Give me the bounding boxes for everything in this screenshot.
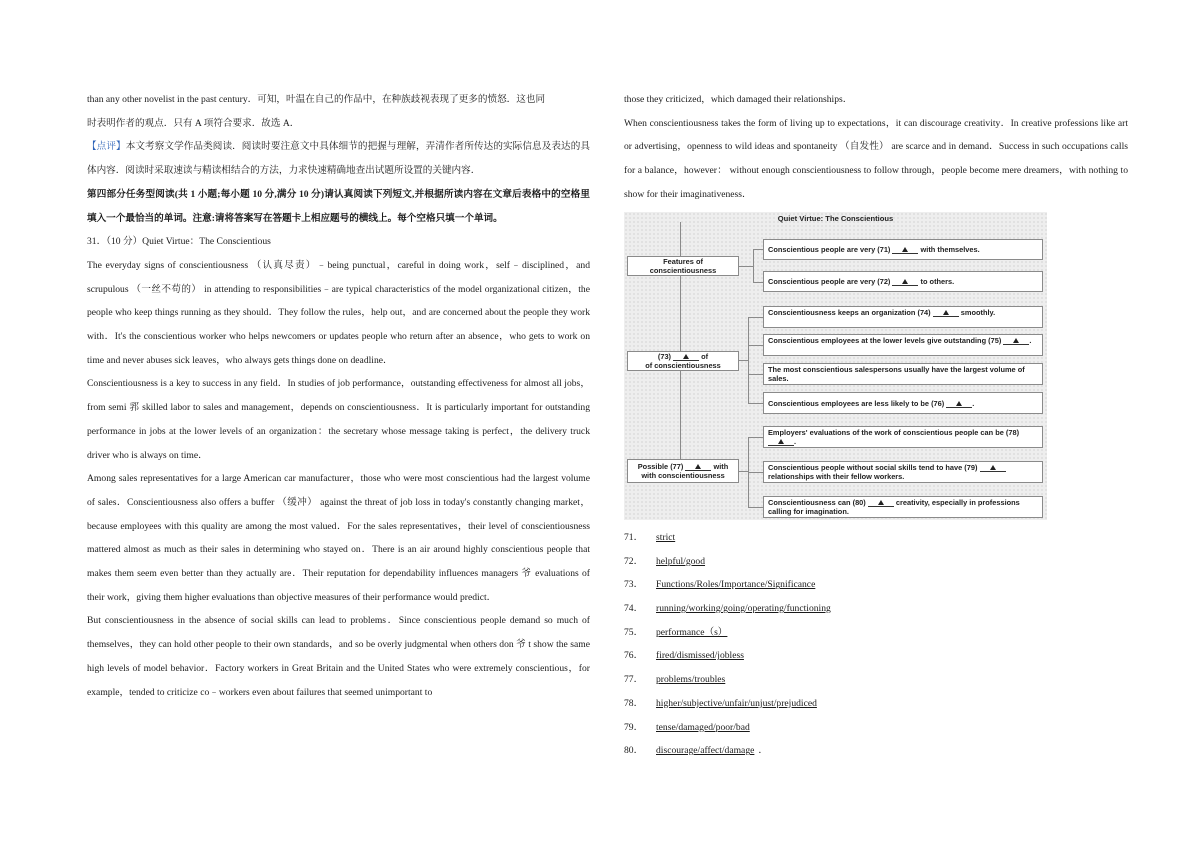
answer-value: discourage/affect/damage bbox=[656, 745, 755, 757]
answer-value: strict bbox=[656, 532, 676, 543]
answer-number: 77． bbox=[624, 674, 644, 686]
detail-72-pre: Conscientious people are very (72) bbox=[768, 277, 891, 286]
triangle-marker-icon bbox=[878, 500, 884, 505]
detail-76-pre: Conscientious employees are less likely to be (76) bbox=[768, 398, 945, 408]
category-importance-line1: (73) of bbox=[657, 352, 709, 361]
answer-row bbox=[624, 526, 1024, 550]
answer-value: helpful/good bbox=[656, 555, 706, 567]
detail-box-80 bbox=[763, 496, 1043, 518]
diagram-connector-line bbox=[753, 282, 763, 283]
triangle-marker-icon bbox=[695, 464, 701, 469]
right-column bbox=[624, 88, 1128, 207]
triangle-marker-icon bbox=[902, 279, 908, 284]
passage-paragraph-6: When conscientiousness takes the form of living up to expectations，it can discourage creativity．In creative professions like art or advertising，openness to wild ideas and spontaneity （自发性） are scarce and in demand．Success in such occupations calls for a balance，however： without enough conscientiousness to follow through，people become mere dreamers，with nothing to show for their imaginativeness． bbox=[624, 117, 1128, 200]
diagram-connector-line bbox=[748, 507, 763, 508]
diagram-connector-line bbox=[748, 317, 749, 403]
detail-76-text bbox=[768, 399, 974, 408]
answer-number: 80． bbox=[624, 745, 644, 757]
diagram-connector-line bbox=[748, 345, 763, 346]
answer-row bbox=[624, 573, 1024, 597]
diagram-connector-line bbox=[748, 472, 763, 473]
answer-value: Functions/Roles/Importance/Significance bbox=[656, 579, 816, 591]
blank-76 bbox=[946, 398, 975, 408]
blank-79 bbox=[980, 463, 1006, 472]
review-tag: 【点评】 bbox=[87, 141, 126, 153]
detail-79-post: relationships with their fellow workers. bbox=[768, 472, 905, 481]
question-title: 31．（10 分）Quiet Virtue：The Conscientious bbox=[87, 236, 271, 248]
detail-box-72 bbox=[763, 271, 1043, 292]
answer-row bbox=[624, 644, 1024, 668]
triangle-marker-icon bbox=[990, 465, 996, 470]
detail-71-post: with themselves. bbox=[920, 245, 980, 254]
passage-paragraph-3: Among sales representatives for a large American car manufacturer，those who were most conscientious had the largest volume of sales．Conscientiousness also offers a buffer （缓冲） against the threat of job loss in today's constantly changing market，because employees with this quality are among the most valued．For the sales representatives，their level of conscientiousness mattered almost as much as their sales in determining who stayed on．There is an air around highly conscientious people that makes them seem even better than they actually are．Their reputation for dependability influences managers 爷 evaluations of their work，giving them higher evaluations than objective measures of their performance would predict． bbox=[87, 473, 590, 603]
detail-box-75 bbox=[763, 334, 1043, 356]
blank-71 bbox=[892, 245, 918, 254]
blank-73 bbox=[673, 352, 699, 361]
detail-72-text bbox=[768, 277, 954, 286]
diagram-title: Quiet Virtue: The Conscientious bbox=[777, 214, 894, 223]
answer-number: 73． bbox=[624, 579, 644, 591]
triangle-marker-icon bbox=[778, 439, 784, 444]
category-features-label: Features of conscientiousness bbox=[649, 257, 717, 275]
review-text: 本文考察文学作品类阅读．阅读时要注意文中具体细节的把握与理解，弄清作者所传达的实际信息及表达的具体内容．阅读时采取速读与精读相结合的方法，力求快速精确地查出试题所设置的关键内容． bbox=[87, 141, 591, 177]
answer-row bbox=[624, 692, 1024, 716]
passage-paragraph-5: those they criticized，which damaged their relationships． bbox=[624, 94, 853, 105]
detail-80-post: creativity, especially in professions calling for imagination. bbox=[768, 498, 1020, 516]
blank-75 bbox=[1003, 336, 1032, 345]
blank-78 bbox=[768, 437, 797, 446]
answer-row bbox=[624, 621, 1024, 645]
answer-row bbox=[624, 739, 1024, 763]
explanation-line-1: than any other novelist in the past century．可知，叶温在自己的作品中，在种族歧视表现了更多的愤怒．这也同 bbox=[87, 94, 546, 105]
triangle-marker-icon bbox=[956, 401, 962, 406]
triangle-marker-icon bbox=[1013, 338, 1019, 343]
diagram-connector-line bbox=[753, 249, 754, 283]
detail-74-post: smoothly. bbox=[960, 308, 996, 317]
answer-row bbox=[624, 550, 1024, 574]
detail-box-sales bbox=[763, 363, 1043, 385]
left-column bbox=[87, 88, 590, 704]
detail-75-pre: Conscientious employees at the lower levels give outstanding (75) bbox=[768, 336, 1002, 345]
detail-75-post: . bbox=[1029, 336, 1032, 345]
triangle-marker-icon bbox=[943, 310, 949, 315]
answer-number: 78． bbox=[624, 697, 644, 709]
diagram-connector-line bbox=[739, 360, 748, 361]
passage-paragraph-1: The everyday signs of conscientiousness （认真尽责）﹣being punctual，careful in doing work，self﹣disciplined，and scrupulous （一丝不苟的） in attending to responsibilities﹣are typical characteristics of the model organizational citizen，the people who keep things running as they should．They follow the rules，help out，and are concerned about the people they work with．It's the conscientious worker who helps newcomers or updates people who return after an absence，who gets to work on time and never abuses sick leaves，who always gets things done on deadline． bbox=[87, 259, 590, 366]
answer-list bbox=[624, 526, 1024, 763]
detail-71-text bbox=[768, 245, 980, 254]
category-importance-line2: of conscientiousness bbox=[645, 361, 721, 370]
answer-number: 76． bbox=[624, 650, 644, 662]
section-heading: 第四部分任务型阅读(共 1 小题;每小题 10 分,满分 10 分)请认真阅读下列短文,并根据所读内容在文章后表格中的空格里填入一个最恰当的单词。注意:请将答案写在答题卡上相应题号的横线上。每个空格只填一个单词。 bbox=[87, 188, 590, 224]
category-problems-line2: with conscientiousness bbox=[641, 471, 725, 480]
answer-suffix: ． bbox=[758, 745, 768, 757]
review-note bbox=[87, 135, 590, 182]
detail-80-pre: Conscientiousness can (80) bbox=[768, 498, 866, 507]
category-importance bbox=[627, 351, 739, 371]
summary-diagram bbox=[624, 212, 1047, 520]
answer-row bbox=[624, 597, 1024, 621]
blank-77-number: Possible (77) bbox=[637, 462, 684, 471]
category-features bbox=[627, 256, 739, 276]
detail-sales-text: The most conscientious salespersons usually have the largest volume of sales. bbox=[768, 365, 1025, 383]
detail-71-pre: Conscientious people are very (71) bbox=[768, 245, 891, 254]
detail-78-pre: Employers' evaluations of the work of conscientious people can be (78) bbox=[768, 428, 1020, 437]
category-problems bbox=[627, 459, 739, 483]
answer-row bbox=[624, 716, 1024, 740]
detail-box-79 bbox=[763, 461, 1043, 483]
detail-box-74 bbox=[763, 306, 1043, 328]
answer-row bbox=[624, 668, 1024, 692]
diagram-connector-line bbox=[748, 374, 763, 375]
detail-74-pre: Conscientiousness keeps an organization (74) bbox=[768, 308, 931, 317]
category-problems-line1: Possible (77) with bbox=[637, 462, 729, 471]
answer-number: 75． bbox=[624, 626, 644, 638]
diagram-connector-line bbox=[748, 317, 763, 318]
detail-72-post: to others. bbox=[920, 277, 955, 286]
blank-77 bbox=[685, 462, 711, 471]
diagram-connector-line bbox=[748, 437, 763, 438]
explanation-line-2: 时表明作者的观点．只有 A 项符合要求．故选 A． bbox=[87, 117, 300, 129]
passage-paragraph-2: Conscientiousness is a key to success in any field．In studies of job performance，outstanding effectiveness for almost all jobs，from semi 郛 skilled labor to sales and management，depends on conscientiousness．It is particularly important for outstanding performance in jobs at the lower levels of an organization：the secretary whose message taking is perfect，the delivery truck driver who is always on time． bbox=[87, 378, 590, 461]
detail-78-post: . bbox=[794, 437, 797, 446]
diagram-connector-line bbox=[739, 471, 748, 472]
answer-value: performance（s） bbox=[656, 626, 728, 638]
detail-box-78 bbox=[763, 426, 1043, 448]
triangle-marker-icon bbox=[902, 247, 908, 252]
answer-value: tense/damaged/poor/bad bbox=[656, 721, 750, 733]
passage-paragraph-4: But conscientiousness in the absence of social skills can lead to problems．Since conscientious people demand so much of themselves，they can hold other people to their own standards，and so be overly judgmental when others don 爷 t show the same high levels of model behavior．Factory workers in Great Britain and the United States who were extremely conscientious，for example，tended to criticize co﹣workers even about failures that seemed unimportant to bbox=[87, 615, 590, 698]
answer-value: problems/troubles bbox=[656, 674, 726, 686]
answer-number: 72． bbox=[624, 555, 644, 567]
answer-number: 79． bbox=[624, 721, 644, 733]
blank-80 bbox=[868, 498, 894, 507]
detail-box-71 bbox=[763, 239, 1043, 260]
answer-value: higher/subjective/unfair/unjust/prejudiced bbox=[656, 697, 817, 709]
diagram-connector-line bbox=[748, 403, 763, 404]
triangle-marker-icon bbox=[683, 354, 689, 359]
detail-79-pre: Conscientious people without social skills tend to have (79) bbox=[768, 463, 978, 472]
detail-76-post: . bbox=[972, 398, 975, 408]
answer-number: 74． bbox=[624, 603, 644, 615]
answer-value: running/working/going/operating/functioning bbox=[656, 603, 831, 615]
answer-explanation bbox=[87, 88, 590, 135]
blank-73-number: (73) bbox=[657, 352, 672, 361]
answer-number: 71． bbox=[624, 532, 644, 543]
detail-box-76 bbox=[763, 392, 1043, 414]
diagram-connector-line bbox=[739, 266, 753, 267]
blank-72 bbox=[892, 277, 918, 286]
diagram-connector-line bbox=[753, 249, 763, 250]
blank-74 bbox=[933, 308, 959, 317]
answer-value: fired/dismissed/jobless bbox=[656, 650, 744, 662]
